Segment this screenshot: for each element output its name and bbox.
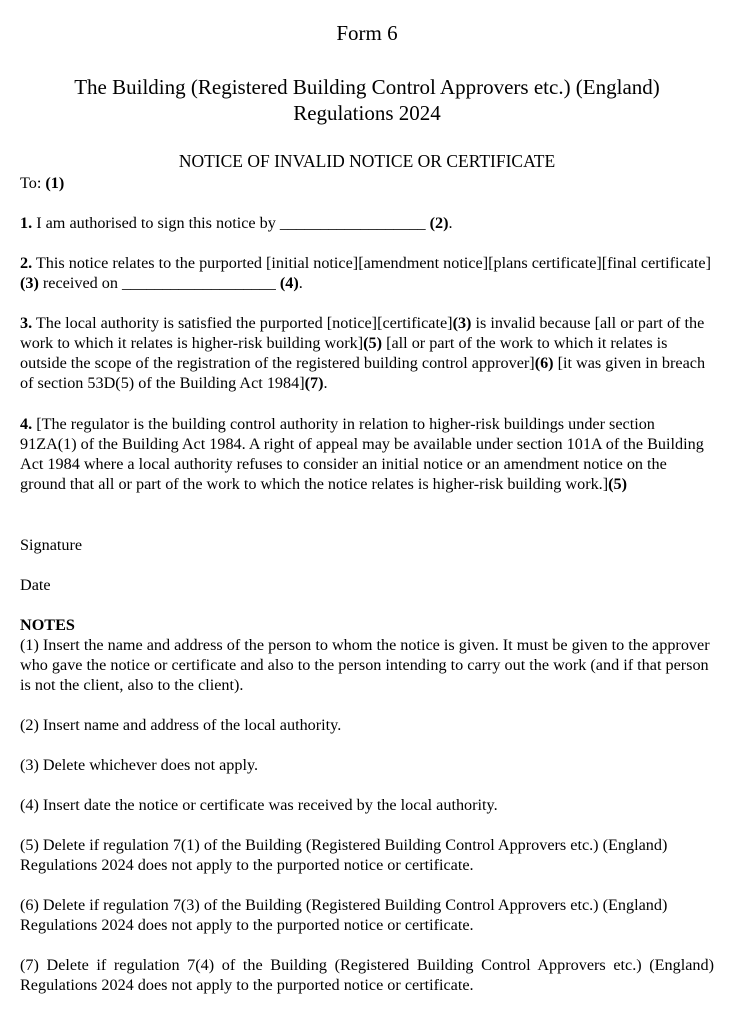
paragraph-3-number: 3. (20, 314, 33, 332)
paragraph-2-number: 2. (20, 254, 33, 272)
paragraph-1-ref: (2) (429, 214, 449, 232)
paragraph-2 (20, 253, 714, 293)
date-label: Date (20, 576, 51, 594)
paragraph-1-end: . (448, 214, 453, 232)
paragraph-2-ref-2: (4) (279, 274, 299, 292)
paragraph-4-text: [The regulator is the building control authority in relation to higher-risk buildings under section 91ZA(1) of the Building Act 1984. A right of appeal may be available under section 101A of the Building Act 1984 where a local authority refuses to consider an initial notice or an amendment notice on the ground that all or part of the work to which the notice relates is higher-risk building work.] (20, 415, 704, 493)
to-label: To: (20, 174, 46, 192)
note-4: (4) Insert date the notice or certificate was received by the local authority. (20, 796, 498, 814)
paragraph-3-text-1: The local authority is satisfied the purported [notice][certificate] (32, 314, 453, 332)
paragraph-3-ref-4: (7) (304, 374, 324, 392)
notes-heading: NOTES (20, 616, 75, 634)
notice-heading: NOTICE OF INVALID NOTICE OR CERTIFICATE (178, 151, 556, 171)
note-1: (1) Insert the name and address of the person to whom the notice is given. It must be given to the approver who gave the notice or certificate and also to the person intending to carry out the work (and if that person is not the client, also to the client). (20, 636, 710, 694)
note-2: (2) Insert name and address of the local authority. (20, 716, 342, 734)
paragraph-2-end: . (298, 274, 303, 292)
to-ref: (1) (45, 174, 65, 192)
title-line-1: The Building (Registered Building Control Approvers etc.) (England) (74, 75, 660, 99)
paragraph-3-end: . (323, 374, 328, 392)
paragraph-1 (20, 213, 714, 233)
paragraph-2-ref-1: (3) (20, 274, 39, 292)
paragraph-4-number: 4. (20, 415, 33, 433)
note-7: (7) Delete if regulation 7(4) of the Building (Registered Building Control Approvers etc.) (England) Regulations 2024 does not apply to the purported notice or certificate. (20, 956, 714, 994)
form-number: Form 6 (336, 21, 398, 45)
paragraph-1-number: 1. (20, 214, 33, 232)
note-5: (5) Delete if regulation 7(1) of the Building (Registered Building Control Approvers etc.) (England) Regulations 2024 does not apply to the purported notice or certificate. (20, 836, 668, 874)
paragraph-1-text: I am authorised to sign this notice by __________________ (32, 214, 430, 232)
note-6: (6) Delete if regulation 7(3) of the Building (Registered Building Control Approvers etc.) (England) Regulations 2024 does not apply to the purported notice or certificate. (20, 896, 668, 934)
note-3: (3) Delete whichever does not apply. (20, 756, 259, 774)
paragraph-2-text: This notice relates to the purported [initial notice][amendment notice][plans certificate][final certificate] (32, 254, 711, 272)
paragraph-4-ref: (5) (608, 475, 627, 493)
paragraph-3-ref-3: (6) (534, 354, 554, 372)
paragraph-3-text-3: [all or part of the work to which it relates is outside the scope of the registration of the registered building control approver] (20, 334, 668, 372)
paragraph-3-ref-1: (3) (452, 314, 472, 332)
title-line-2: Regulations 2024 (293, 101, 441, 125)
paragraph-3-text-4: [it was given in breach of section 53D(5) of the Building Act 1984] (20, 354, 706, 392)
paragraph-3-text-2: is invalid because [all or part of the work to which it relates is higher-risk building work] (20, 314, 705, 352)
paragraph-2-text-2: received on ___________________ (38, 274, 280, 292)
signature-label: Signature (20, 536, 83, 554)
paragraph-3 (20, 313, 714, 393)
paragraph-3-ref-2: (5) (363, 334, 383, 352)
regulations-title (20, 74, 714, 126)
to-line (20, 173, 714, 193)
paragraph-4 (20, 414, 714, 494)
